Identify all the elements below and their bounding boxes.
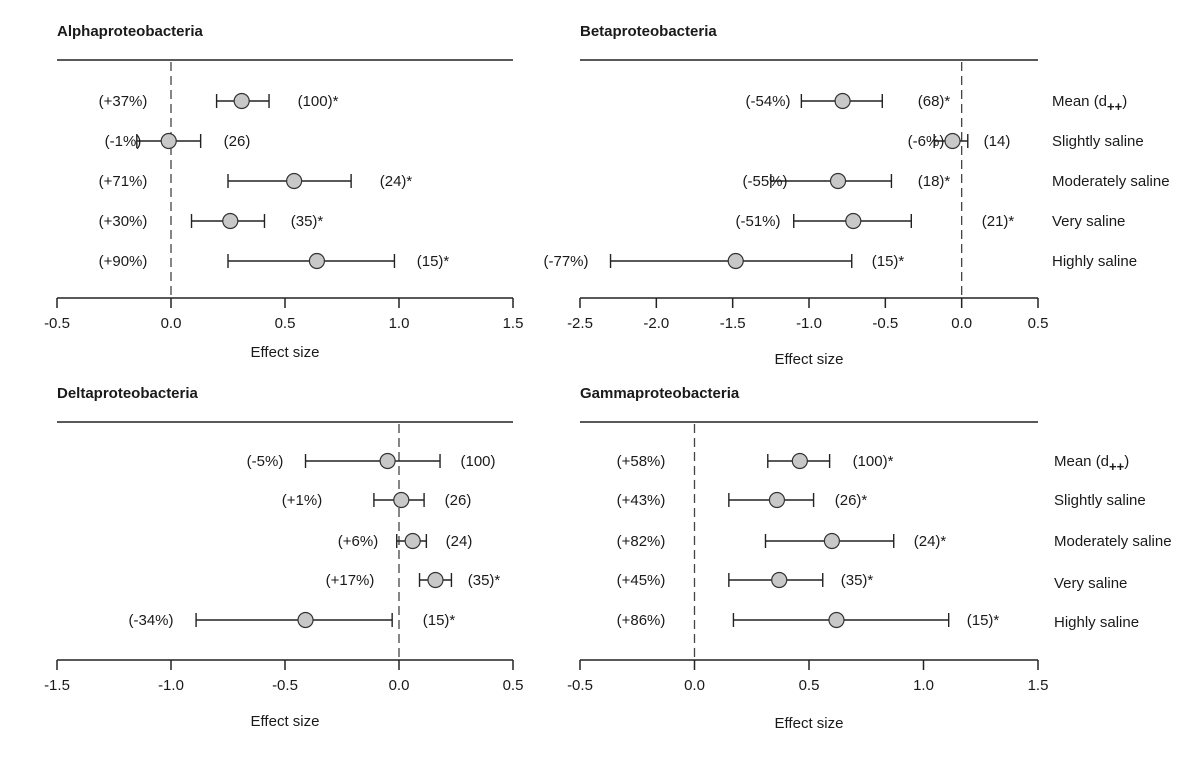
x-tick-label: 1.0 <box>913 677 934 694</box>
panel-betaproteobacteria <box>543 23 1048 368</box>
percent-change-label: (+1%) <box>281 492 323 509</box>
percent-change-label: (-5%) <box>246 453 284 470</box>
effect-row-mean-d <box>617 453 894 470</box>
sample-size-label: (35)* <box>840 572 874 589</box>
effect-point <box>824 534 839 549</box>
percent-change-label: (-54%) <box>745 93 791 110</box>
sample-size-label: (35)* <box>290 213 324 230</box>
effect-point <box>772 573 787 588</box>
effect-point <box>846 214 861 229</box>
row-label-mean-d: Mean (d++) <box>1052 93 1128 114</box>
effect-row-slightly-saline <box>617 492 868 509</box>
sample-size-label: (100)* <box>297 93 339 110</box>
effect-row-mean-d <box>247 453 496 470</box>
effect-row-very-saline <box>326 572 501 589</box>
x-tick-label: 0.5 <box>274 315 296 332</box>
x-tick-label: -1.0 <box>158 677 184 694</box>
effect-point <box>835 94 850 109</box>
effect-point <box>309 254 324 269</box>
percent-change-label: (+37%) <box>98 93 148 110</box>
percent-change-label: (-77%) <box>543 253 589 270</box>
effect-point <box>831 174 846 189</box>
effect-row-mean-d <box>99 93 339 110</box>
percent-change-label: (+45%) <box>616 572 666 589</box>
x-tick-label: 0.0 <box>388 677 410 694</box>
percent-change-label: (+30%) <box>98 213 148 230</box>
panel-alphaproteobacteria <box>44 23 523 361</box>
effect-point <box>428 573 443 588</box>
percent-change-label: (+71%) <box>98 173 148 190</box>
percent-change-label: (-51%) <box>735 213 781 230</box>
panel-title: Alphaproteobacteria <box>57 23 203 40</box>
sample-size-label: (24)* <box>379 173 413 190</box>
x-tick-label: 1.5 <box>502 315 524 332</box>
panel-title: Gammaproteobacteria <box>580 385 740 402</box>
percent-change-label: (-6%) <box>907 133 945 150</box>
row-label-slightly-saline: Slightly saline <box>1054 492 1146 509</box>
effect-point <box>234 94 249 109</box>
x-tick-label: 0.0 <box>684 677 705 694</box>
sample-size-label: (26)* <box>834 492 868 509</box>
percent-change-label: (+43%) <box>616 492 666 509</box>
sample-size-label: (35)* <box>467 572 501 589</box>
percent-change-label: (+90%) <box>98 253 148 270</box>
effect-row-highly-saline <box>99 253 450 270</box>
effect-row-moderately-saline <box>742 173 950 190</box>
effect-row-slightly-saline <box>105 133 251 150</box>
x-tick-label: -0.5 <box>872 315 899 332</box>
sample-size-label: (100)* <box>852 453 894 470</box>
x-tick-label: 0.5 <box>798 677 820 694</box>
effect-point <box>829 613 844 628</box>
sample-size-label: (26) <box>223 133 251 150</box>
percent-change-label: (+86%) <box>616 612 666 629</box>
row-labels-bottom <box>1054 453 1172 631</box>
percent-change-label: (+17%) <box>325 572 375 589</box>
sample-size-label: (68)* <box>917 93 951 110</box>
sample-size-label: (18)* <box>917 173 951 190</box>
effect-point <box>223 214 238 229</box>
percent-change-label: (-34%) <box>128 612 174 629</box>
x-axis-label: Effect size <box>774 715 844 732</box>
x-tick-label: -1.5 <box>44 677 70 694</box>
x-tick-label: -1.5 <box>719 315 746 332</box>
row-label-moderately-saline: Moderately saline <box>1052 173 1170 190</box>
x-tick-label: 0.0 <box>160 315 182 332</box>
effect-row-slightly-saline <box>908 133 1011 150</box>
effect-point <box>394 493 409 508</box>
x-axis-label: Effect size <box>774 351 844 368</box>
effect-point <box>380 454 395 469</box>
sample-size-label: (15)* <box>966 612 1000 629</box>
row-label-mean-d: Mean (d++) <box>1054 453 1130 474</box>
x-tick-label: 0.5 <box>502 677 524 694</box>
effect-row-slightly-saline <box>282 492 472 509</box>
sample-size-label: (24)* <box>913 533 947 550</box>
x-tick-label: -0.5 <box>567 677 593 694</box>
sample-size-label: (21)* <box>981 213 1015 230</box>
sample-size-label: (26) <box>444 492 472 509</box>
x-tick-label: 0.5 <box>1027 315 1049 332</box>
x-tick-label: 1.0 <box>388 315 410 332</box>
x-tick-label: -2.5 <box>567 315 593 332</box>
effect-row-very-saline <box>99 213 324 230</box>
x-axis-label: Effect size <box>250 713 320 730</box>
sample-size-label: (15)* <box>416 253 450 270</box>
sample-size-label: (14) <box>983 133 1011 150</box>
row-labels-top <box>1052 93 1170 270</box>
effect-row-moderately-saline <box>99 173 413 190</box>
row-label-highly-saline: Highly saline <box>1052 253 1138 270</box>
sample-size-label: (100) <box>460 453 496 470</box>
effect-row-moderately-saline <box>338 533 473 550</box>
percent-change-label: (-1%) <box>104 133 142 150</box>
x-tick-label: -0.5 <box>44 315 70 332</box>
x-tick-label: 1.5 <box>1027 677 1049 694</box>
effect-point <box>728 254 743 269</box>
effect-point <box>287 174 302 189</box>
percent-change-label: (+82%) <box>616 533 666 550</box>
panel-gammaproteobacteria <box>567 385 1048 732</box>
row-label-very-saline: Very saline <box>1052 213 1126 230</box>
effect-row-mean-d <box>745 93 950 110</box>
x-tick-label: -1.0 <box>796 315 822 332</box>
x-tick-label: -0.5 <box>272 677 298 694</box>
percent-change-label: (+6%) <box>337 533 379 550</box>
row-label-highly-saline: Highly saline <box>1054 614 1140 631</box>
panel-deltaproteobacteria <box>44 385 523 730</box>
row-label-very-saline: Very saline <box>1054 575 1128 592</box>
sample-size-label: (15)* <box>422 612 456 629</box>
x-tick-label: 0.0 <box>951 315 973 332</box>
row-label-slightly-saline: Slightly saline <box>1052 133 1144 150</box>
x-tick-label: -2.0 <box>643 315 670 332</box>
effect-point <box>769 493 784 508</box>
effect-row-highly-saline <box>128 612 455 629</box>
effect-point <box>298 613 313 628</box>
effect-row-moderately-saline <box>617 533 947 550</box>
sample-size-label: (15)* <box>871 253 905 270</box>
effect-point <box>161 134 176 149</box>
x-axis-label: Effect size <box>250 344 320 361</box>
effect-row-very-saline <box>735 213 1014 230</box>
effect-point <box>405 534 420 549</box>
percent-change-label: (-55%) <box>742 173 788 190</box>
row-label-moderately-saline: Moderately saline <box>1054 533 1172 550</box>
effect-point <box>945 134 960 149</box>
panel-title: Betaproteobacteria <box>580 23 717 40</box>
percent-change-label: (+58%) <box>616 453 666 470</box>
effect-row-highly-saline <box>617 612 1000 629</box>
effect-row-highly-saline <box>543 253 904 270</box>
panel-title: Deltaproteobacteria <box>57 385 198 402</box>
effect-point <box>792 454 807 469</box>
effect-row-very-saline <box>617 572 874 589</box>
sample-size-label: (24) <box>445 533 473 550</box>
